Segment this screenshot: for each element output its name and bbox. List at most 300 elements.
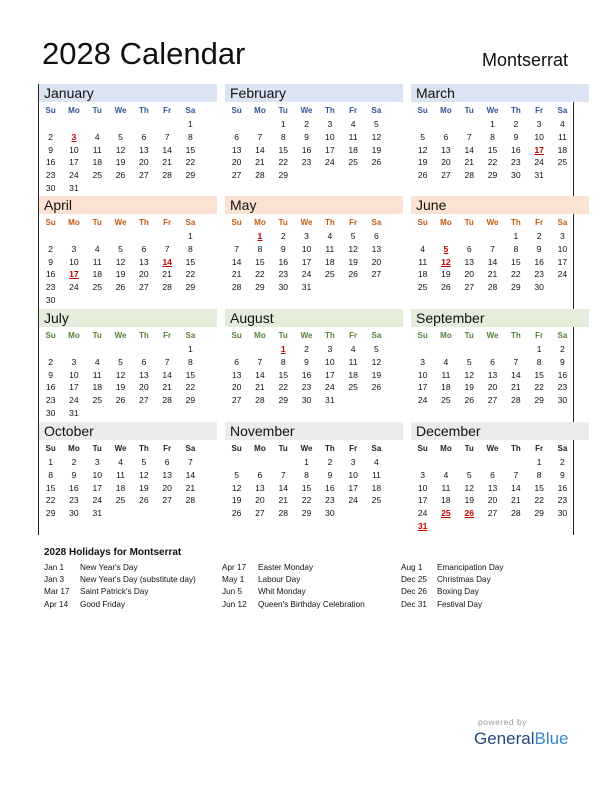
weekday-label: Tu bbox=[464, 331, 474, 340]
day-cell: 21 bbox=[231, 269, 242, 280]
day-cell: 29 bbox=[511, 282, 521, 293]
holiday-item bbox=[44, 563, 196, 575]
week-row bbox=[225, 118, 403, 131]
weekday-label: Mo bbox=[440, 331, 452, 340]
day-cell: 5 bbox=[443, 243, 449, 254]
weekday-label: Mo bbox=[254, 331, 266, 340]
weekday-label: Su bbox=[231, 331, 242, 340]
day-cell: 9 bbox=[71, 469, 77, 480]
month-name: September bbox=[411, 309, 589, 327]
day-cell: 14 bbox=[231, 256, 242, 267]
weekday-label: Tu bbox=[92, 218, 102, 227]
week-row bbox=[225, 494, 403, 507]
day-cell: 23 bbox=[511, 157, 521, 168]
day-cell: 11 bbox=[92, 144, 102, 155]
day-cell bbox=[109, 294, 132, 307]
weekday-label: Mo bbox=[440, 444, 452, 453]
day-cell: 20 bbox=[162, 482, 172, 493]
weekday-label: We bbox=[300, 106, 313, 115]
day-cell: 1 bbox=[280, 344, 286, 354]
day-cell: 14 bbox=[255, 369, 265, 380]
day-cell: 3 bbox=[536, 119, 542, 129]
weekday-header bbox=[39, 104, 217, 118]
day-cell: 9 bbox=[280, 243, 286, 254]
weekday-header bbox=[411, 216, 589, 230]
day-cell: 7 bbox=[490, 243, 495, 254]
day-cell: 2 bbox=[48, 243, 54, 254]
day-cell: 29 bbox=[255, 282, 265, 293]
day-cell: 13 bbox=[255, 482, 265, 493]
day-cell: 22 bbox=[511, 269, 521, 280]
weekday-label: Sa bbox=[371, 331, 382, 340]
day-cell: 22 bbox=[534, 495, 544, 506]
day-cell: 25 bbox=[325, 269, 335, 280]
day-cell: 19 bbox=[464, 495, 475, 506]
weekday-label: Mo bbox=[254, 106, 266, 115]
day-cell bbox=[481, 456, 504, 469]
month-name: March bbox=[411, 84, 589, 102]
day-cell bbox=[132, 118, 155, 131]
weekday-label: Th bbox=[324, 444, 335, 453]
week-row bbox=[411, 118, 589, 131]
day-cell: 29 bbox=[185, 282, 196, 293]
day-cell: 16 bbox=[325, 482, 335, 493]
day-cell: 2 bbox=[560, 344, 565, 354]
day-cell: 28 bbox=[162, 282, 172, 293]
day-cell: 9 bbox=[536, 243, 542, 254]
weekday-label: Th bbox=[324, 331, 335, 340]
week-row bbox=[225, 268, 403, 281]
month-name: January bbox=[39, 84, 217, 102]
week-row bbox=[411, 381, 589, 394]
day-cell: 2 bbox=[560, 457, 565, 467]
day-cell: 21 bbox=[464, 157, 475, 168]
month-august bbox=[225, 309, 403, 421]
week-row bbox=[39, 118, 217, 131]
weekday-label: Su bbox=[417, 218, 428, 227]
day-cell: 19 bbox=[115, 157, 126, 168]
weekday-label: Tu bbox=[278, 218, 288, 227]
day-cell: 4 bbox=[350, 344, 356, 354]
day-cell: 30 bbox=[45, 294, 56, 305]
day-cell bbox=[365, 281, 388, 294]
weekday-label: Mo bbox=[440, 218, 452, 227]
day-cell: 29 bbox=[534, 508, 544, 519]
day-cell: 29 bbox=[278, 170, 289, 181]
weekday-label: Th bbox=[138, 218, 149, 227]
day-cell: 21 bbox=[162, 269, 172, 280]
day-cell: 28 bbox=[278, 508, 289, 519]
day-cell: 4 bbox=[420, 243, 426, 254]
day-cell: 15 bbox=[185, 369, 196, 380]
weekday-label: Mo bbox=[68, 218, 80, 227]
day-cell: 3 bbox=[71, 131, 77, 142]
day-cell: 26 bbox=[231, 508, 242, 519]
day-cell: 8 bbox=[304, 469, 309, 480]
weekday-header bbox=[411, 104, 589, 118]
day-cell bbox=[411, 118, 434, 131]
day-cell: 24 bbox=[417, 508, 428, 519]
month-september bbox=[411, 309, 589, 421]
holiday-column bbox=[401, 563, 503, 612]
day-cell: 14 bbox=[511, 369, 521, 380]
day-cell: 16 bbox=[534, 256, 544, 267]
weekday-label: Fr bbox=[349, 444, 358, 453]
holidays-title: 2028 Holidays for Montserrat bbox=[44, 547, 182, 558]
holiday-name: Good Friday bbox=[80, 599, 126, 609]
week-row bbox=[411, 156, 589, 169]
day-cell: 19 bbox=[348, 256, 358, 267]
week-row bbox=[411, 356, 589, 369]
day-cell: 16 bbox=[301, 144, 312, 155]
day-cell: 21 bbox=[278, 495, 289, 506]
day-cell bbox=[458, 520, 481, 533]
day-cell bbox=[132, 507, 155, 520]
weekday-header bbox=[411, 329, 589, 343]
day-cell: 13 bbox=[487, 369, 498, 380]
day-cell: 25 bbox=[371, 495, 382, 506]
day-cell: 13 bbox=[139, 144, 149, 155]
day-cell bbox=[504, 456, 527, 469]
weekday-label: Sa bbox=[557, 218, 568, 227]
day-cell: 8 bbox=[490, 131, 495, 142]
day-cell: 15 bbox=[511, 256, 521, 267]
day-cell: 31 bbox=[325, 395, 335, 406]
day-cell: 9 bbox=[304, 356, 309, 367]
day-cell: 21 bbox=[511, 495, 521, 506]
day-cell: 12 bbox=[417, 144, 428, 155]
holiday-name: Easter Monday bbox=[258, 563, 314, 572]
day-cell: 19 bbox=[441, 269, 451, 280]
day-cell: 23 bbox=[557, 382, 568, 393]
week-row bbox=[411, 230, 589, 243]
weekday-label: We bbox=[486, 218, 499, 227]
week-row bbox=[39, 156, 217, 169]
month-name: October bbox=[39, 422, 217, 440]
day-cell: 1 bbox=[188, 344, 193, 354]
day-cell: 15 bbox=[45, 482, 56, 493]
weekday-label: Sa bbox=[185, 106, 196, 115]
weekday-label: Sa bbox=[371, 218, 382, 227]
day-cell: 13 bbox=[371, 243, 382, 254]
week-row bbox=[411, 482, 589, 495]
day-cell bbox=[179, 507, 202, 520]
day-cell: 3 bbox=[327, 119, 333, 129]
day-cell bbox=[86, 407, 109, 420]
weekday-header bbox=[411, 442, 589, 456]
weekday-label: Fr bbox=[349, 106, 358, 115]
day-cell bbox=[155, 343, 178, 356]
day-cell: 24 bbox=[92, 495, 103, 506]
day-cell: 13 bbox=[441, 144, 451, 155]
day-cell: 13 bbox=[139, 256, 149, 267]
day-cell bbox=[155, 407, 178, 420]
day-cell: 10 bbox=[69, 144, 79, 155]
weekday-label: Su bbox=[45, 106, 56, 115]
weekday-label: We bbox=[486, 331, 499, 340]
weekday-label: Su bbox=[45, 218, 56, 227]
weekday-label: Tu bbox=[92, 106, 102, 115]
day-cell: 29 bbox=[185, 395, 196, 406]
day-cell: 22 bbox=[185, 382, 196, 393]
day-cell: 6 bbox=[234, 356, 240, 367]
day-cell: 16 bbox=[45, 382, 56, 393]
weekday-label: Su bbox=[417, 106, 428, 115]
day-cell: 19 bbox=[417, 157, 428, 168]
day-cell: 27 bbox=[371, 269, 382, 280]
month-october bbox=[39, 422, 217, 534]
day-cell: 20 bbox=[139, 382, 149, 393]
holiday-name: Festival Day bbox=[437, 599, 483, 609]
week-row bbox=[411, 343, 589, 356]
day-cell: 26 bbox=[417, 170, 428, 181]
week-row bbox=[411, 256, 589, 269]
day-cell: 4 bbox=[443, 356, 449, 367]
weekday-label: Fr bbox=[163, 444, 172, 453]
day-cell: 30 bbox=[534, 282, 544, 293]
day-cell: 17 bbox=[325, 369, 335, 380]
day-cell: 15 bbox=[534, 482, 544, 493]
month-name: December bbox=[411, 422, 589, 440]
week-row bbox=[39, 494, 217, 507]
day-cell: 25 bbox=[557, 157, 568, 168]
day-cell: 11 bbox=[441, 482, 451, 493]
day-cell: 5 bbox=[118, 131, 123, 142]
day-cell: 20 bbox=[139, 269, 149, 280]
holiday-item bbox=[401, 575, 503, 587]
day-cell: 15 bbox=[278, 369, 289, 380]
day-cell bbox=[86, 294, 109, 307]
day-cell: 23 bbox=[534, 269, 544, 280]
day-cell: 1 bbox=[536, 344, 542, 354]
weekday-label: Su bbox=[45, 444, 56, 453]
weekday-label: Th bbox=[324, 218, 335, 227]
holiday-date: Jun 12 bbox=[222, 599, 247, 609]
day-cell: 10 bbox=[325, 131, 335, 142]
day-cell: 13 bbox=[162, 469, 172, 480]
holiday-item bbox=[44, 587, 196, 599]
day-cell: 24 bbox=[301, 269, 312, 280]
day-cell bbox=[434, 230, 457, 243]
day-cell: 5 bbox=[374, 119, 379, 129]
day-cell: 10 bbox=[417, 482, 428, 493]
week-row bbox=[39, 294, 217, 307]
day-cell bbox=[132, 407, 155, 420]
day-cell bbox=[39, 118, 62, 131]
day-cell: 24 bbox=[348, 495, 358, 506]
day-cell: 8 bbox=[513, 243, 519, 254]
day-cell: 27 bbox=[139, 282, 149, 293]
week-row bbox=[39, 131, 217, 144]
week-row bbox=[39, 507, 217, 520]
day-cell: 27 bbox=[139, 395, 149, 406]
month-name: August bbox=[225, 309, 403, 327]
day-cell: 20 bbox=[139, 157, 149, 168]
day-cell bbox=[365, 394, 388, 407]
day-cell: 12 bbox=[231, 482, 242, 493]
day-cell: 2 bbox=[304, 344, 309, 354]
holiday-date: Apr 14 bbox=[44, 599, 69, 609]
day-cell: 11 bbox=[348, 131, 358, 142]
day-cell: 23 bbox=[301, 382, 312, 393]
day-cell: 6 bbox=[490, 356, 495, 367]
weekday-label: Mo bbox=[68, 106, 80, 115]
day-cell: 18 bbox=[348, 144, 358, 155]
day-cell: 27 bbox=[255, 508, 265, 519]
day-cell: 19 bbox=[371, 369, 382, 380]
week-row bbox=[225, 230, 403, 243]
day-cell: 4 bbox=[94, 131, 100, 142]
day-cell bbox=[155, 507, 178, 520]
day-cell: 2 bbox=[327, 457, 333, 467]
brand-logo[interactable] bbox=[474, 729, 569, 749]
day-cell: 6 bbox=[490, 469, 495, 480]
weekday-label: Tu bbox=[278, 444, 288, 453]
weekday-label: Sa bbox=[371, 444, 382, 453]
day-cell: 29 bbox=[301, 508, 312, 519]
day-cell bbox=[248, 456, 271, 469]
day-cell: 3 bbox=[304, 231, 309, 241]
week-row bbox=[225, 456, 403, 469]
day-cell bbox=[225, 343, 248, 356]
day-cell: 8 bbox=[188, 131, 193, 142]
day-cell: 10 bbox=[557, 243, 568, 254]
day-cell bbox=[341, 169, 364, 182]
day-cell: 8 bbox=[536, 469, 542, 480]
day-cell: 26 bbox=[115, 282, 126, 293]
day-cell: 8 bbox=[536, 356, 542, 367]
week-row bbox=[225, 144, 403, 157]
day-cell: 9 bbox=[48, 369, 54, 380]
day-cell bbox=[318, 169, 341, 182]
day-cell: 13 bbox=[231, 144, 242, 155]
day-cell bbox=[225, 230, 248, 243]
day-cell: 1 bbox=[304, 457, 309, 467]
holiday-date: Apr 17 bbox=[222, 563, 247, 572]
month-june bbox=[411, 196, 589, 308]
weekday-label: Fr bbox=[535, 444, 544, 453]
month-february bbox=[225, 84, 403, 196]
day-cell: 30 bbox=[69, 508, 79, 519]
day-cell: 8 bbox=[188, 356, 193, 367]
weekday-label: Th bbox=[510, 331, 521, 340]
day-cell: 14 bbox=[278, 482, 289, 493]
day-cell: 11 bbox=[92, 369, 102, 380]
day-cell bbox=[527, 520, 550, 533]
day-cell: 23 bbox=[301, 157, 312, 168]
weekday-label: Tu bbox=[92, 444, 102, 453]
day-cell: 1 bbox=[536, 457, 542, 467]
day-cell bbox=[434, 118, 457, 131]
weekday-label: Fr bbox=[163, 218, 172, 227]
weekday-label: Tu bbox=[464, 106, 474, 115]
holiday-column bbox=[44, 563, 196, 612]
day-cell: 18 bbox=[557, 144, 568, 155]
day-cell: 14 bbox=[162, 144, 172, 155]
day-cell: 1 bbox=[513, 231, 519, 241]
day-cell: 28 bbox=[487, 282, 498, 293]
day-cell bbox=[109, 407, 132, 420]
day-cell: 28 bbox=[162, 170, 172, 181]
day-cell: 22 bbox=[45, 495, 56, 506]
day-cell bbox=[109, 230, 132, 243]
day-cell: 10 bbox=[301, 243, 312, 254]
holiday-item bbox=[222, 587, 365, 599]
day-cell bbox=[62, 294, 85, 307]
page-title: 2028 Calendar bbox=[42, 36, 246, 71]
day-cell: 31 bbox=[92, 508, 103, 519]
day-cell: 15 bbox=[301, 482, 312, 493]
day-cell: 1 bbox=[490, 119, 495, 129]
day-cell: 10 bbox=[92, 469, 103, 480]
weekday-header bbox=[225, 329, 403, 343]
day-cell bbox=[62, 118, 85, 131]
day-cell: 18 bbox=[348, 369, 358, 380]
day-cell: 6 bbox=[141, 356, 147, 367]
day-cell: 19 bbox=[371, 144, 382, 155]
day-cell: 7 bbox=[164, 243, 170, 254]
brand-blue: Blue bbox=[534, 729, 569, 748]
day-cell: 12 bbox=[464, 482, 475, 493]
day-cell: 25 bbox=[92, 170, 103, 181]
day-cell: 14 bbox=[511, 482, 521, 493]
week-row bbox=[411, 131, 589, 144]
day-cell: 29 bbox=[185, 170, 196, 181]
day-cell: 30 bbox=[325, 508, 335, 519]
day-cell: 1 bbox=[280, 119, 286, 129]
day-cell: 11 bbox=[418, 256, 428, 267]
day-cell: 29 bbox=[45, 508, 56, 519]
day-cell: 24 bbox=[69, 170, 79, 181]
day-cell: 13 bbox=[487, 482, 498, 493]
day-cell: 15 bbox=[534, 369, 544, 380]
week-row bbox=[225, 256, 403, 269]
day-cell: 17 bbox=[301, 256, 312, 267]
holiday-item bbox=[222, 575, 365, 587]
holiday-name: Emancipation Day bbox=[437, 563, 504, 572]
day-cell: 18 bbox=[441, 382, 451, 393]
day-cell bbox=[109, 182, 132, 195]
weekday-label: Su bbox=[417, 331, 428, 340]
day-cell: 14 bbox=[162, 369, 172, 380]
day-cell bbox=[551, 169, 574, 182]
day-cell: 28 bbox=[255, 395, 265, 406]
weekday-header bbox=[225, 442, 403, 456]
day-cell: 1 bbox=[48, 457, 54, 467]
day-cell: 26 bbox=[348, 269, 358, 280]
day-cell bbox=[551, 520, 574, 533]
day-cell: 2 bbox=[48, 356, 54, 367]
day-cell: 12 bbox=[371, 131, 382, 142]
day-cell bbox=[504, 343, 527, 356]
day-cell: 7 bbox=[164, 131, 170, 142]
weekday-label: Su bbox=[231, 218, 242, 227]
day-cell bbox=[155, 118, 178, 131]
day-cell: 1 bbox=[188, 231, 193, 241]
day-cell: 2 bbox=[304, 119, 309, 129]
day-cell: 28 bbox=[511, 395, 521, 406]
day-cell bbox=[248, 118, 271, 131]
day-cell: 4 bbox=[94, 243, 100, 254]
week-row bbox=[225, 482, 403, 495]
day-cell bbox=[109, 343, 132, 356]
day-cell: 14 bbox=[162, 256, 172, 267]
day-cell: 4 bbox=[374, 457, 379, 467]
day-cell: 18 bbox=[92, 382, 103, 393]
month-may bbox=[225, 196, 403, 308]
day-cell: 20 bbox=[487, 495, 498, 506]
day-cell: 5 bbox=[234, 469, 240, 480]
